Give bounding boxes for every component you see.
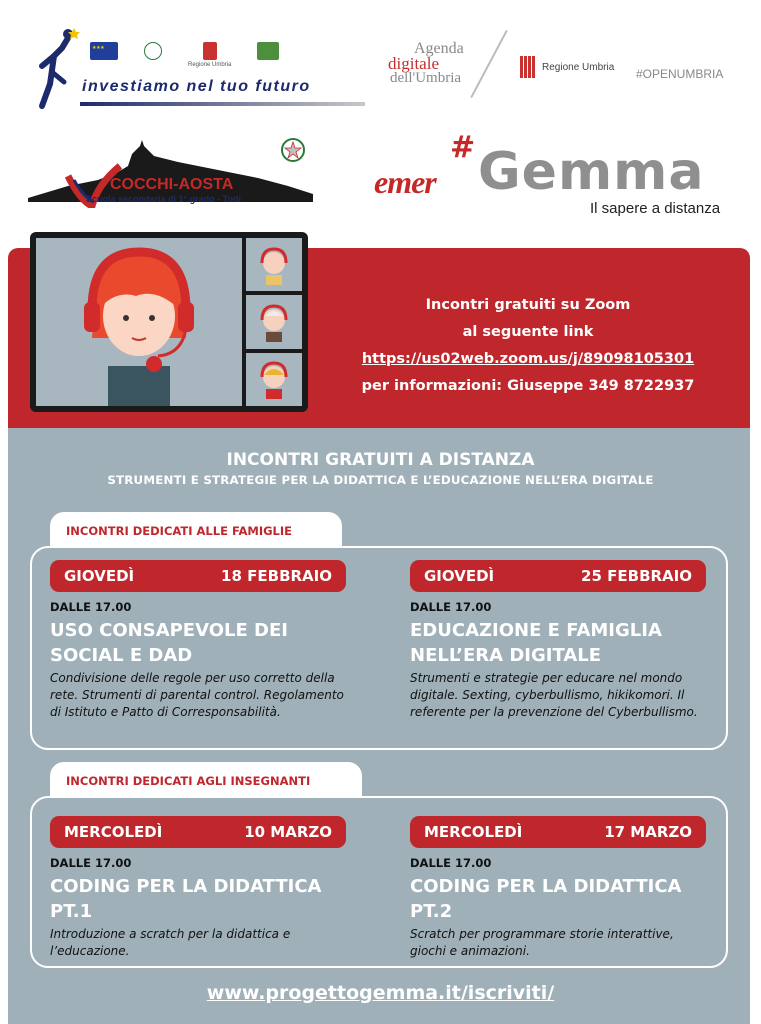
event-description: Introduzione a scratch per la didattica e l’educazione.	[50, 927, 291, 958]
teachers-group-tab: INCONTRI DEDICATI AGLI INSEGNANTI	[50, 762, 362, 796]
event-date-bar	[410, 560, 706, 592]
agenda-line2: digitale	[388, 54, 439, 73]
event-day: MERCOLEDÌ	[64, 823, 163, 841]
participant-thumb	[246, 353, 302, 406]
event-card	[50, 560, 346, 721]
regione-label: Regione Umbria	[542, 61, 615, 73]
fse-seal-icon	[257, 42, 279, 68]
event-date-bar	[50, 816, 346, 848]
slogan-underline	[80, 102, 365, 106]
participant-avatar-icon	[257, 245, 291, 285]
main-video-frame	[36, 238, 242, 406]
event-day: GIOVEDÌ	[64, 567, 135, 585]
school-subtitle: Scuola secondaria di 1° grado - Todi	[86, 194, 241, 204]
event-time: DALLE 17.00	[50, 856, 132, 870]
school-name: COCCHI-AOSTA	[110, 176, 234, 193]
event-card	[50, 816, 346, 960]
header-logos	[0, 0, 761, 230]
section-title: INCONTRI GRATUITI A DISTANZA	[226, 450, 535, 470]
event-date: 25 FEBBRAIO	[581, 567, 692, 585]
section-subtitle: STRUMENTI E STRATEGIE PER LA DIDATTICA E L’EDUCAZIONE NELL’ERA DIGITALE	[107, 473, 654, 487]
umbria-mark-icon	[520, 56, 536, 78]
event-time: DALLE 17.00	[410, 600, 492, 614]
gemma-prefix: emer	[374, 164, 436, 200]
event-date-bar	[410, 816, 706, 848]
emergemma-logo	[370, 128, 740, 224]
zoom-info-text	[318, 292, 738, 400]
event-title: CODING PER LA DIDATTICA PT.1	[50, 876, 322, 922]
participant-avatar-icon	[257, 302, 291, 342]
agenda-line1: Agenda	[414, 40, 464, 57]
event-date: 18 FEBBRAIO	[221, 567, 332, 585]
agenda-line3: dell'Umbria	[390, 70, 462, 86]
participant-thumbnails	[246, 238, 302, 406]
event-day: GIOVEDÌ	[424, 567, 495, 585]
event-date: 17 MARZO	[604, 823, 692, 841]
agenda-digitale-logo	[388, 40, 494, 100]
families-group-tab: INCONTRI DEDICATI ALLE FAMIGLIE	[50, 512, 342, 546]
gemma-wordmark: Gemma	[478, 142, 705, 202]
event-description: Scratch per programmare storie interattive, giochi e animazioni.	[410, 927, 674, 958]
zoom-meeting-link[interactable]: https://us02web.zoom.us/j/89098105301	[361, 351, 695, 367]
participant-avatar-icon	[257, 359, 291, 399]
event-time: DALLE 17.00	[50, 600, 132, 614]
event-time: DALLE 17.00	[410, 856, 492, 870]
participant-thumb	[246, 295, 302, 348]
republic-emblem-icon	[280, 136, 306, 164]
registration-link[interactable]: www.progettogemma.it/iscriviti/	[206, 982, 555, 1004]
event-title: EDUCAZIONE E FAMIGLIA NELL’ERA DIGITALE	[410, 620, 662, 666]
participant-thumb	[246, 238, 302, 291]
zoom-line1: Incontri gratuiti su Zoom	[425, 297, 631, 313]
event-title: USO CONSAPEVOLE DEI SOCIAL E DAD	[50, 620, 288, 666]
event-description: Condivisione delle regole per uso corretto della rete. Strumenti di parental control. Regolamento di Istituto e Patto di Corresponsabilità.	[50, 671, 344, 719]
gemma-hash-mark: #	[450, 130, 476, 165]
event-card	[410, 816, 706, 960]
italy-emblem-icon	[144, 42, 162, 68]
headset-girl-icon	[36, 238, 242, 406]
fse-logo	[28, 26, 348, 112]
event-date-bar	[50, 560, 346, 592]
runner-figure-icon	[28, 26, 88, 112]
tablet-illustration	[30, 232, 308, 412]
event-title: CODING PER LA DIDATTICA PT.2	[410, 876, 682, 922]
event-date: 10 MARZO	[244, 823, 332, 841]
eu-flag-icon	[90, 42, 118, 68]
event-card	[410, 560, 706, 721]
regione-umbria-seal: Regione Umbria	[188, 42, 231, 68]
school-logo	[28, 136, 313, 216]
regione-umbria-logo	[520, 56, 614, 78]
institution-seals	[90, 42, 279, 68]
event-day: MERCOLEDÌ	[424, 823, 523, 841]
contact-info: per informazioni: Giuseppe 349 8722937	[361, 378, 695, 394]
event-description: Strumenti e strategie per educare nel mondo digitale. Sexting, cyberbullismo, hikikomori. Il referente per la prevenzione del Cyberbullismo.	[410, 671, 698, 719]
zoom-line2: al seguente link	[462, 324, 594, 340]
fse-slogan: investiamo nel tuo futuro	[82, 78, 311, 95]
openumbria-hashtag: #OPENUMBRIA	[636, 67, 724, 81]
gemma-tagline: Il sapere a distanza	[590, 200, 721, 217]
